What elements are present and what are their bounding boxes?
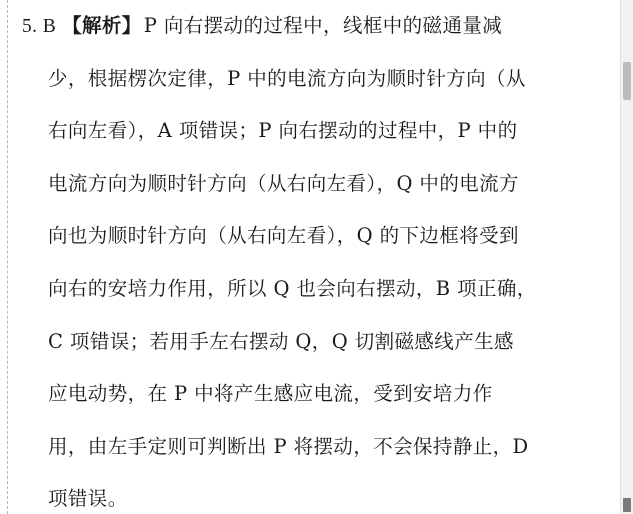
explanation-text: P 向右摆动的过程中，线框中的磁通量减 (143, 14, 503, 37)
margin-rule (7, 0, 8, 514)
explanation-line-2: 少，根据楞次定律，P 中的电流方向为顺时针方向（从 (48, 66, 526, 90)
explanation-line-3: 右向左看），A 项错误；P 向右摆动的过程中，P 中的 (48, 119, 518, 143)
explanation-line-5: 向也为顺时针方向（从右向左看），Q 的下边框将受到 (48, 224, 519, 248)
explanation-line-6: 向右的安培力作用，所以 Q 也会向右摆动，B 项正确， (48, 276, 537, 300)
explanation-line-7: C 项错误；若用手左右摆动 Q，Q 切割磁感线产生感 (48, 329, 514, 353)
scrollbar-thumb[interactable] (623, 62, 631, 100)
explanation-line-9: 用，由左手定则可判断出 P 将摆动，不会保持静止，D (48, 434, 529, 458)
vertical-scrollbar[interactable] (620, 0, 633, 514)
analysis-tag: 【解析】 (62, 14, 142, 37)
explanation-line-10: 项错误。 (48, 487, 128, 511)
answer-explanation (22, 6, 597, 514)
explanation-line-8: 应电动势，在 P 中将产生感应电流，受到安培力作 (48, 382, 493, 406)
question-number: 5. B (22, 16, 57, 37)
explanation-line-4: 电流方向为顺时针方向（从右向左看），Q 中的电流方 (48, 171, 519, 195)
explanation-line-1 (22, 6, 597, 59)
scroll-down-arrow-icon[interactable] (623, 498, 631, 512)
